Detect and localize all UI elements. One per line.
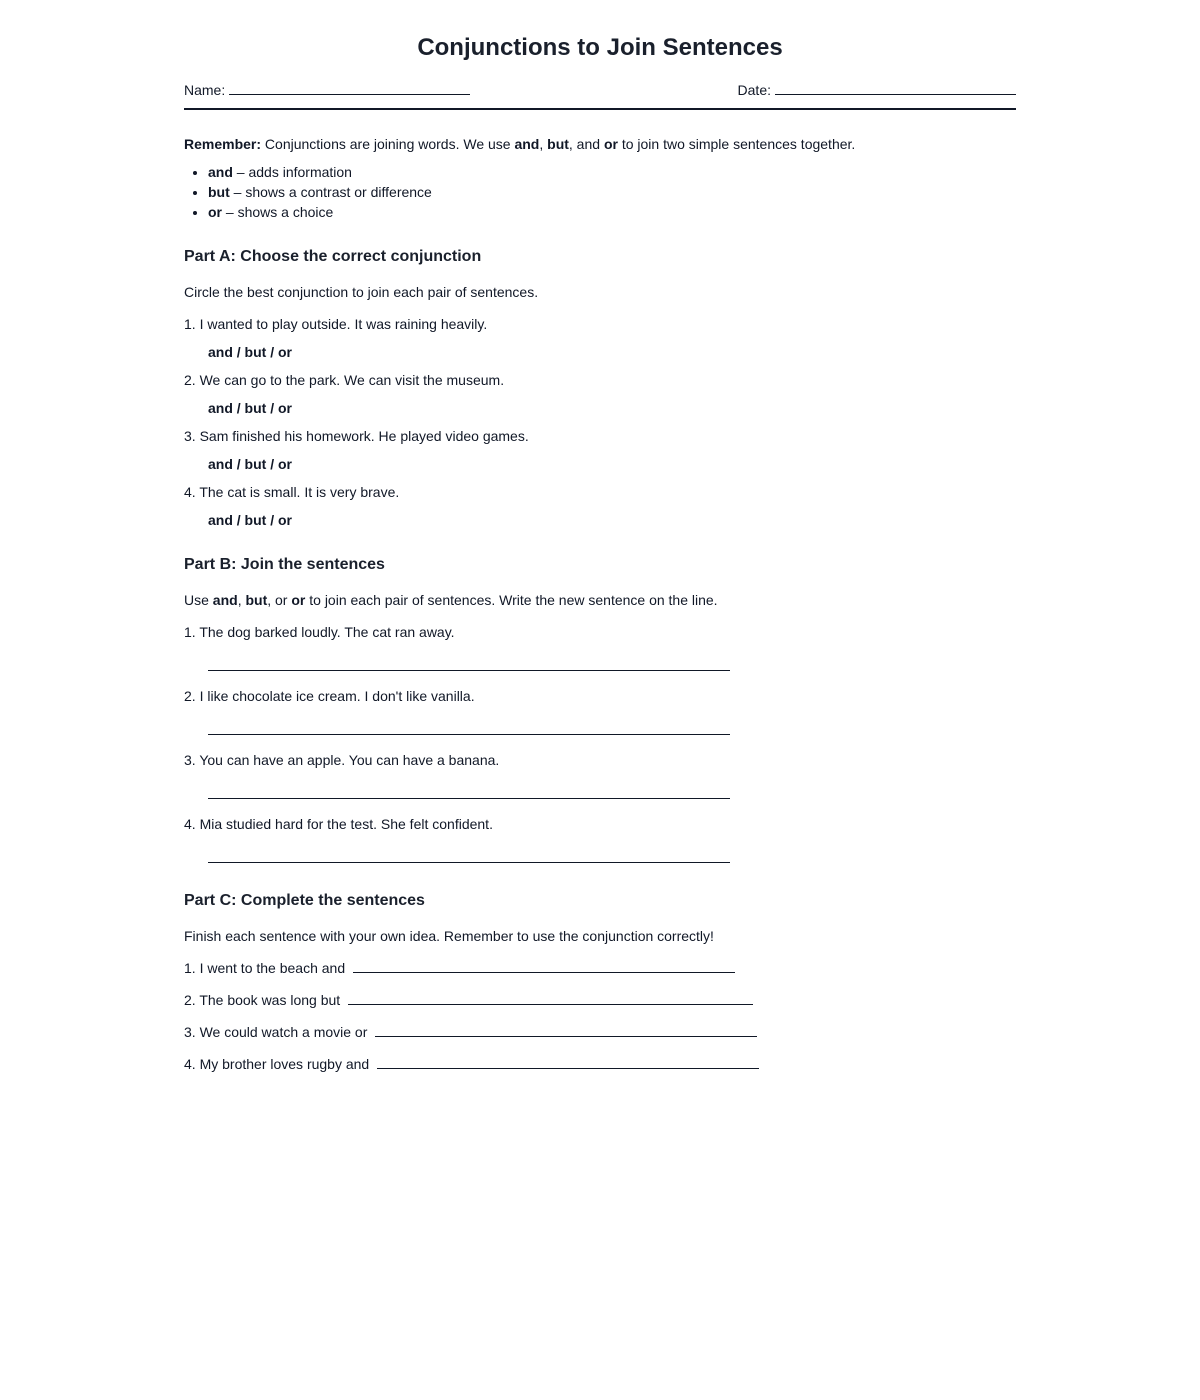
remember-word-and: and xyxy=(514,136,540,152)
rule-word: and xyxy=(208,164,233,180)
part-a-question-2: 2. We can go to the park. We can visit the museum. xyxy=(184,372,505,388)
part-b-answer-line-1[interactable] xyxy=(208,670,730,671)
part-b-answer-line-4[interactable] xyxy=(208,862,730,863)
part-c-instructions: Finish each sentence with your own idea. Remember to use the conjunction correctly! xyxy=(184,928,714,944)
part-c-item-2 xyxy=(184,990,753,1010)
rule-word: but xyxy=(208,184,230,200)
part-a-instructions: Circle the best conjunction to join each pair of sentences. xyxy=(184,284,539,300)
remember-note xyxy=(184,134,855,154)
part-c-answer-line-1[interactable] xyxy=(353,958,735,973)
part-b-question-2: 2. I like chocolate ice cream. I don't like vanilla. xyxy=(184,688,475,704)
header-divider xyxy=(184,108,1016,110)
part-a-question-1: 1. I wanted to play outside. It was raining heavily. xyxy=(184,316,488,332)
rule-word: or xyxy=(208,204,222,220)
part-c-item-1 xyxy=(184,958,735,978)
part-a-heading: Part A: Choose the correct conjunction xyxy=(184,248,482,265)
date-blank-line[interactable] xyxy=(775,80,1016,95)
part-b-word-but: but xyxy=(245,592,268,608)
part-a-question-3: 3. Sam finished his homework. He played video games. xyxy=(184,428,529,444)
part-c-prompt-2: 2. The book was long but xyxy=(184,992,341,1008)
part-b-word-or: or xyxy=(291,592,306,608)
remember-label: Remember: xyxy=(184,136,262,152)
part-c-prompt-3: 3. We could watch a movie or xyxy=(184,1024,368,1040)
part-a-options-2[interactable]: and / but / or xyxy=(208,400,292,416)
rule-desc: – shows a contrast or difference xyxy=(233,184,432,200)
part-b-question-4: 4. Mia studied hard for the test. She felt confident. xyxy=(184,816,493,832)
part-b-answer-line-2[interactable] xyxy=(208,734,730,735)
worksheet-title: Conjunctions to Join Sentences xyxy=(417,34,783,61)
rule-item-or xyxy=(208,202,432,222)
remember-sep-2: , and xyxy=(568,136,601,152)
rule-item-but xyxy=(208,182,432,202)
part-b-question-3: 3. You can have an apple. You can have a banana. xyxy=(184,752,500,768)
part-a-options-1[interactable]: and / but / or xyxy=(208,344,292,360)
remember-text-2: to join two simple sentences together. xyxy=(621,136,856,152)
part-c-item-4 xyxy=(184,1054,759,1074)
part-c-answer-line-3[interactable] xyxy=(375,1022,757,1037)
name-blank-line[interactable] xyxy=(229,80,470,95)
part-b-instructions xyxy=(184,590,718,610)
conjunction-rules-list xyxy=(184,162,432,222)
date-label: Date: xyxy=(737,82,771,98)
name-date-row xyxy=(184,80,1016,102)
remember-word-but: but xyxy=(547,136,569,152)
rule-desc: – adds information xyxy=(236,164,352,180)
part-b-question-1: 1. The dog barked loudly. The cat ran away. xyxy=(184,624,455,640)
remember-word-or: or xyxy=(603,136,618,152)
part-a-options-3[interactable]: and / but / or xyxy=(208,456,292,472)
name-field xyxy=(184,80,470,100)
part-c-answer-line-2[interactable] xyxy=(348,990,753,1005)
part-a-question-4: 4. The cat is small. It is very brave. xyxy=(184,484,400,500)
rule-desc: – shows a choice xyxy=(225,204,334,220)
part-b-instr-1: Use xyxy=(184,592,209,608)
part-c-prompt-1: 1. I went to the beach and xyxy=(184,960,346,976)
remember-sep-1: , xyxy=(539,136,544,152)
part-c-answer-line-4[interactable] xyxy=(377,1054,759,1069)
part-b-sep-2: , or xyxy=(267,592,288,608)
name-label: Name: xyxy=(184,82,226,98)
rule-item-and xyxy=(208,162,432,182)
part-b-answer-line-3[interactable] xyxy=(208,798,730,799)
part-c-prompt-4: 4. My brother loves rugby and xyxy=(184,1056,370,1072)
part-b-word-and: and xyxy=(212,592,238,608)
date-field xyxy=(738,80,1016,100)
remember-text-1: Conjunctions are joining words. We use xyxy=(264,136,511,152)
part-c-heading: Part C: Complete the sentences xyxy=(184,892,425,909)
part-c-item-3 xyxy=(184,1022,757,1042)
part-b-heading: Part B: Join the sentences xyxy=(184,556,385,573)
part-b-sep-1: , xyxy=(237,592,242,608)
part-b-instr-2: to join each pair of sentences. Write the new sentence on the line. xyxy=(309,592,718,608)
part-a-options-4[interactable]: and / but / or xyxy=(208,512,292,528)
